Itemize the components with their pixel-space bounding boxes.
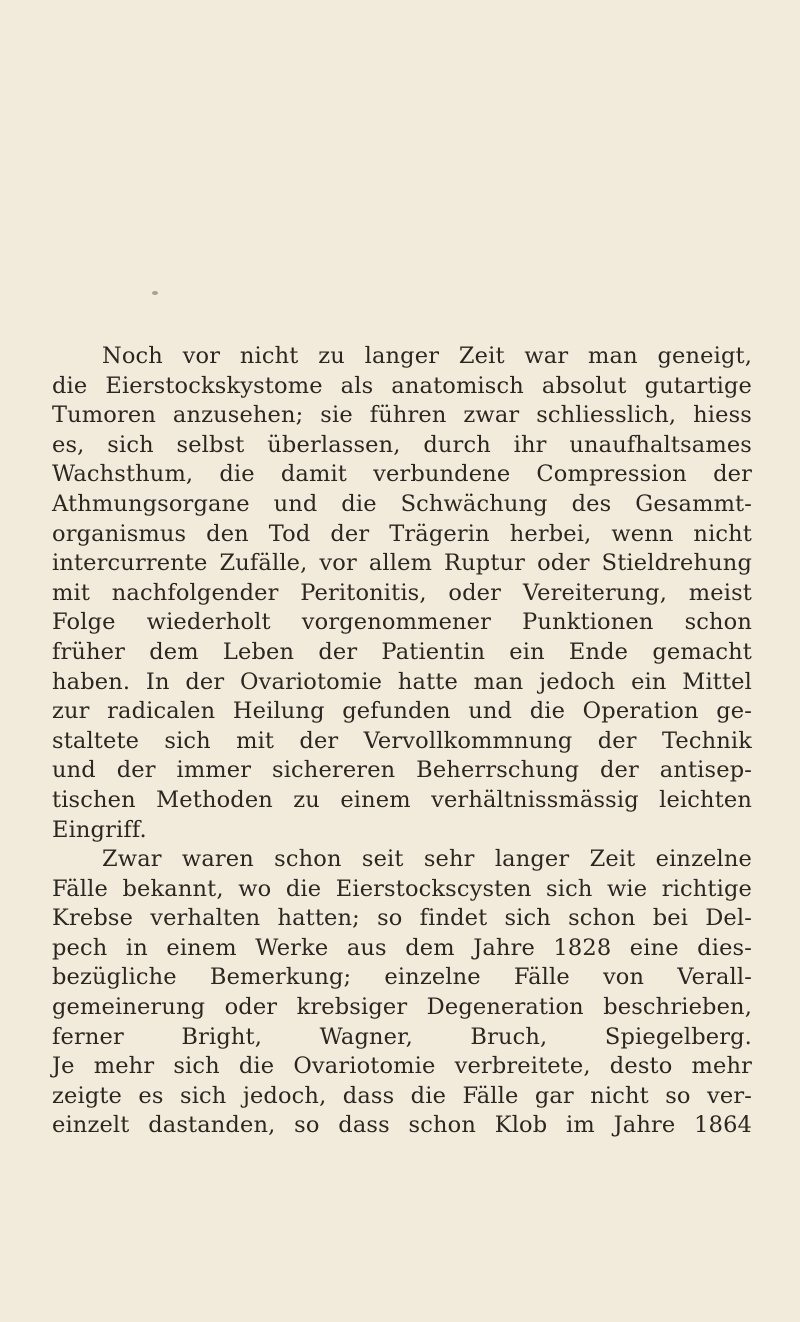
text-line: zeigte es sich jedoch, dass die Fälle gar nicht so ver- <box>52 1082 752 1109</box>
text-line: intercurrente Zufälle, vor allem Ruptur oder Stieldrehung <box>52 550 752 577</box>
text-line: und der immer sichereren Beherrschung der antisep- <box>52 757 752 784</box>
text-line: einzelt dastanden, so dass schon Klob im Jahre 1864 <box>52 1112 752 1139</box>
text-line: es, sich selbst überlassen, durch ihr unaufhaltsames <box>52 431 752 458</box>
text-line: Krebse verhalten hatten; so findet sich schon bei Del- <box>52 905 752 932</box>
text-line: zur radicalen Heilung gefunden und die Operation ge- <box>52 698 752 725</box>
text-line: tischen Methoden zu einem verhältnissmässig leichten <box>52 786 752 813</box>
print-speck <box>152 291 158 295</box>
body-text <box>52 342 752 1141</box>
text-line: ferner Bright, Wagner, Bruch, Spiegelberg. <box>52 1023 752 1050</box>
text-line: pech in einem Werke aus dem Jahre 1828 eine dies- <box>52 934 752 961</box>
text-line: Tumoren anzusehen; sie führen zwar schliesslich, hiess <box>52 402 752 429</box>
text-line: bezügliche Bemerkung; einzelne Fälle von Verall- <box>52 964 752 991</box>
text-line: Zwar waren schon seit sehr langer Zeit einzelne <box>102 846 752 873</box>
text-line: Athmungsorgane und die Schwächung des Gesammt- <box>52 490 752 517</box>
text-line: haben. In der Ovariotomie hatte man jedoch ein Mittel <box>52 668 752 695</box>
text-line: Noch vor nicht zu langer Zeit war man geneigt, <box>102 343 752 369</box>
text-line: mit nachfolgender Peritonitis, oder Vereiterung, meist <box>52 579 752 606</box>
text-line: Wachsthum, die damit verbundene Compression der <box>52 461 752 488</box>
text-line: organismus den Tod der Trägerin herbei, wenn nicht <box>52 520 752 547</box>
text-line: Eingriff. <box>52 816 147 843</box>
text-line: Folge wiederholt vorgenommener Punktionen schon <box>52 609 752 636</box>
text-line: die Eierstockskystome als anatomisch absolut gutartige <box>52 372 752 399</box>
text-line: Je mehr sich die Ovariotomie verbreitete, desto mehr <box>52 1053 752 1080</box>
text-line: gemeinerung oder krebsiger Degeneration beschrieben, <box>52 994 752 1021</box>
text-line: staltete sich mit der Vervollkommnung der Technik <box>52 727 752 754</box>
text-line: Fälle bekannt, wo die Eierstockscysten sich wie richtige <box>52 875 752 902</box>
text-line: früher dem Leben der Patientin ein Ende gemacht <box>52 638 752 665</box>
